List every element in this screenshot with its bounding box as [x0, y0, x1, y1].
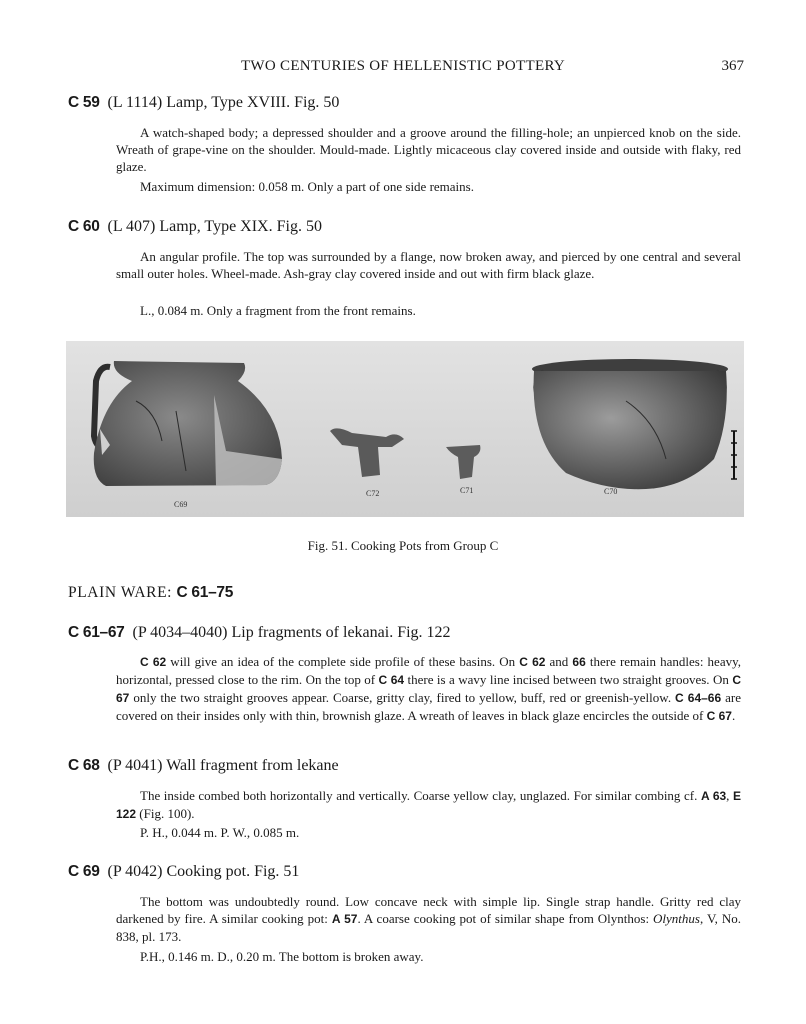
- text-run: there remain handles: heavy, horizontal, pressed close to the rim. On the top of: [116, 654, 741, 687]
- entry-description-c69: [116, 893, 741, 945]
- catalogue-reference: 66: [572, 655, 586, 669]
- catalogue-number: C 69: [68, 863, 100, 880]
- entry-heading-c68: [68, 757, 339, 775]
- catalogue-reference: E 122: [116, 789, 742, 821]
- section-range: C 61–75: [176, 584, 234, 601]
- catalogue-reference: C 64: [378, 673, 405, 687]
- text-run: there is a wavy line incised between two straight grooves. On: [404, 672, 733, 687]
- text-run: are covered on their insides only with thin, brownish glaze. A wreath of leaves in black glaze encircles the outside of: [116, 690, 742, 723]
- publication-title: Olynthus: [653, 911, 700, 926]
- entry-description-c68: [116, 787, 741, 823]
- entry-measurements-c60: L., 0.084 m. Only a fragment from the front remains.: [140, 303, 416, 318]
- figure-photo: [66, 341, 744, 517]
- text-run: ,: [726, 788, 733, 803]
- running-title: TWO CENTURIES OF HELLENISTIC POTTERY: [240, 58, 566, 74]
- entry-heading-c60: [68, 218, 322, 236]
- text-run: The bottom was undoubtedly round. Low concave neck with simple lip. Single strap handle. Gritty red clay darkened by fire. A similar cooking pot:: [116, 894, 741, 926]
- text-run: .: [731, 708, 736, 723]
- entry-heading-text: (P 4041) Wall fragment from lekane: [107, 757, 339, 774]
- catalogue-reference: A 57: [331, 912, 358, 926]
- entry-heading-c59: [68, 94, 339, 112]
- catalogue-reference: C 62: [519, 655, 546, 669]
- page-number: 367: [721, 58, 744, 74]
- entry-measurements-c59: Maximum dimension: 0.058 m. Only a part of one side remains.: [140, 179, 474, 194]
- section-heading: [68, 584, 237, 602]
- text-run: and: [545, 654, 573, 669]
- text-run: (Fig. 100).: [136, 806, 195, 821]
- entry-heading-text: (L 1114) Lamp, Type XVIII. Fig. 50: [107, 94, 340, 111]
- catalogue-reference: C 67: [116, 673, 741, 705]
- text-run: , V, No. 838, pl. 173.: [116, 911, 742, 944]
- entry-heading-c61-67: [68, 624, 451, 642]
- text-run: The inside combed both horizontally and vertically. Coarse yellow clay, unglazed. For similar combing cf.: [140, 788, 701, 803]
- catalogue-number: C 61–67: [68, 624, 125, 641]
- entry-measurements-c69: P.H., 0.146 m. D., 0.20 m. The bottom is broken away.: [140, 949, 424, 964]
- entry-description-c59: A watch-shaped body; a depressed shoulder and a groove around the filling-hole; an unpierced knob on the side. Wreath of grape-vine on the shoulder. Mould-made. Lightly micaceous clay covered inside and outside with flaky, red glaze.: [116, 125, 741, 174]
- label-c72: C72: [366, 489, 380, 498]
- entry-description-c60: An angular profile. The top was surrounded by a flange, now broken away, and pierced by one central and several small outer holes. Wheel-made. Ash-gray clay covered inside and out with firm black glaze.: [116, 249, 741, 281]
- label-c71: C71: [460, 486, 474, 495]
- label-c70: C70: [604, 487, 618, 496]
- entry-heading-text: (P 4042) Cooking pot. Fig. 51: [107, 863, 300, 880]
- text-run: . A coarse cooking pot of similar shape from Olynthos:: [357, 911, 654, 926]
- text-run: only the two straight grooves appear. Coarse, gritty clay, fired to yellow, buff, red or greenish-yellow.: [129, 690, 676, 705]
- catalogue-reference: A 63: [700, 789, 727, 803]
- entry-heading-text: (P 4034–4040) Lip fragments of lekanai. Fig. 122: [132, 624, 451, 641]
- catalogue-number: C 68: [68, 757, 100, 774]
- entry-heading-c69: [68, 863, 299, 881]
- catalogue-number: C 59: [68, 94, 100, 111]
- entry-heading-text: (L 407) Lamp, Type XIX. Fig. 50: [107, 218, 322, 235]
- catalogue-number: C 60: [68, 218, 100, 235]
- catalogue-reference: C 67: [706, 709, 732, 723]
- text-run: will give an idea of the complete side profile of these basins. On: [166, 654, 520, 669]
- figure-illustration: [66, 341, 744, 517]
- entry-measurements-c68: P. H., 0.044 m. P. W., 0.085 m.: [140, 825, 300, 840]
- figure-caption: Fig. 51. Cooking Pots from Group C: [307, 538, 499, 553]
- catalogue-reference: C 64–66: [675, 691, 722, 705]
- catalogue-reference: C 62: [140, 655, 167, 669]
- section-title: PLAIN WARE:: [68, 584, 177, 601]
- label-c69: C69: [174, 500, 188, 509]
- entry-description-c61-67: [116, 653, 741, 725]
